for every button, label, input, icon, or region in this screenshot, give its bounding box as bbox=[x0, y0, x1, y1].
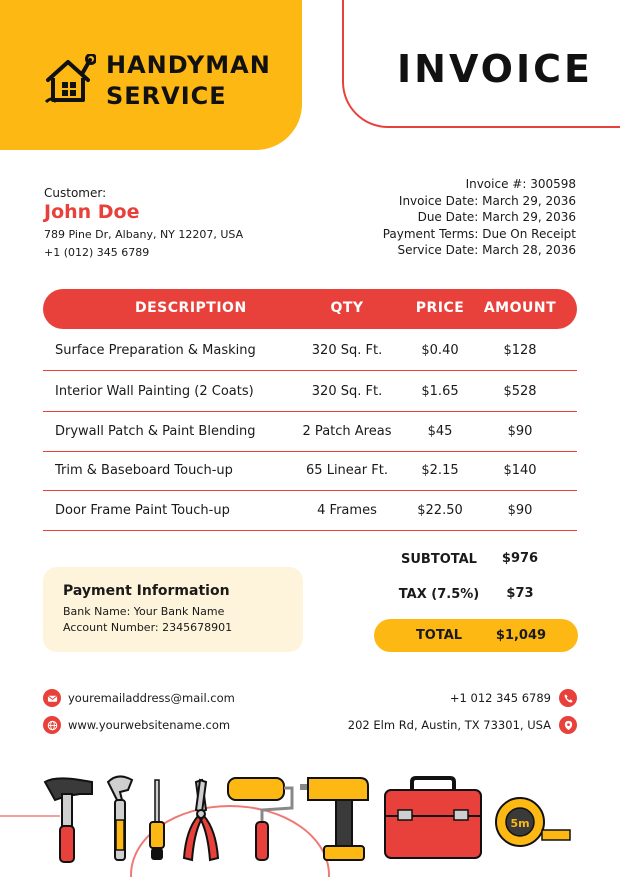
contact-address bbox=[348, 716, 577, 734]
row-amount: $90 bbox=[507, 424, 533, 439]
service-date: Service Date: March 28, 2036 bbox=[397, 243, 576, 257]
location-pin-icon bbox=[559, 716, 577, 734]
customer-block bbox=[44, 186, 243, 259]
payment-terms: Payment Terms: Due On Receipt bbox=[382, 226, 576, 241]
table-row bbox=[43, 331, 577, 371]
row-qty: 65 Linear Ft. bbox=[306, 463, 388, 478]
brand-name-line1: HANDYMAN bbox=[106, 51, 271, 79]
header-amount: AMOUNT bbox=[483, 300, 557, 316]
tax-label: TAX (7.5%) bbox=[398, 587, 480, 602]
total-label: TOTAL bbox=[415, 628, 463, 643]
brand-name-line2: SERVICE bbox=[106, 82, 227, 110]
row-price: $0.40 bbox=[421, 343, 459, 358]
tools-illustration bbox=[0, 770, 620, 870]
header-price: PRICE bbox=[415, 300, 465, 316]
contact-website[interactable] bbox=[43, 716, 230, 734]
page-title: INVOICE bbox=[397, 47, 593, 91]
address-text: 202 Elm Rd, Austin, TX 73301, USA bbox=[347, 718, 551, 732]
globe-icon bbox=[43, 716, 61, 734]
subtotal-label: SUBTOTAL bbox=[401, 552, 477, 567]
account-number: Account Number: 2345678901 bbox=[63, 621, 233, 634]
row-description: Surface Preparation & Masking bbox=[55, 343, 256, 358]
total-bar bbox=[374, 619, 578, 652]
invoice-date: Invoice Date: March 29, 2036 bbox=[398, 193, 576, 208]
row-amount: $140 bbox=[503, 463, 537, 478]
svg-text:5m: 5m bbox=[510, 817, 530, 830]
customer-name: John Doe bbox=[44, 201, 140, 223]
invoice-number: Invoice #: 300598 bbox=[465, 177, 576, 191]
email-text: youremailaddress@mail.com bbox=[68, 691, 235, 705]
house-wrench-icon bbox=[44, 54, 96, 108]
row-price: $45 bbox=[427, 424, 453, 439]
total-value: $1,049 bbox=[495, 628, 547, 643]
table-row bbox=[43, 372, 577, 412]
row-qty: 4 Frames bbox=[317, 503, 377, 518]
row-description: Interior Wall Painting (2 Coats) bbox=[55, 384, 254, 399]
table-row bbox=[43, 491, 577, 531]
header-description: DESCRIPTION bbox=[135, 300, 247, 316]
contact-email[interactable] bbox=[43, 689, 235, 707]
row-description: Trim & Baseboard Touch-up bbox=[55, 463, 233, 478]
customer-phone: +1 (012) 345 6789 bbox=[44, 246, 150, 259]
table-row bbox=[43, 451, 577, 491]
screwdriver-icon bbox=[150, 780, 164, 860]
row-price: $1.65 bbox=[421, 384, 459, 399]
row-amount: $528 bbox=[503, 384, 537, 399]
customer-label: Customer: bbox=[44, 186, 107, 200]
row-price: $22.50 bbox=[417, 503, 463, 518]
header-qty: QTY bbox=[330, 300, 364, 316]
row-qty: 320 Sq. Ft. bbox=[311, 343, 383, 358]
payment-info-box bbox=[43, 567, 303, 652]
row-amount: $128 bbox=[503, 343, 537, 358]
row-qty: 2 Patch Areas bbox=[302, 424, 392, 439]
email-icon bbox=[43, 689, 61, 707]
contact-phone[interactable] bbox=[450, 689, 577, 707]
drill-icon bbox=[300, 778, 368, 860]
wrench-icon bbox=[108, 776, 132, 860]
tape-measure-icon bbox=[496, 798, 570, 846]
row-qty: 320 Sq. Ft. bbox=[311, 384, 383, 399]
row-description: Drywall Patch & Paint Blending bbox=[55, 424, 256, 439]
phone-icon bbox=[559, 689, 577, 707]
row-price: $2.15 bbox=[421, 463, 459, 478]
row-amount: $90 bbox=[507, 503, 533, 518]
website-text: www.yourwebsitename.com bbox=[68, 718, 231, 732]
table-header bbox=[43, 289, 577, 329]
row-description: Door Frame Paint Touch-up bbox=[55, 503, 230, 518]
brand bbox=[44, 50, 271, 112]
hammer-icon bbox=[45, 778, 92, 862]
tax-value: $73 bbox=[506, 586, 534, 601]
toolbox-icon bbox=[385, 778, 481, 858]
customer-address: 789 Pine Dr, Albany, NY 12207, USA bbox=[44, 228, 244, 241]
pliers-icon bbox=[184, 780, 218, 860]
subtotal-value: $976 bbox=[501, 551, 539, 566]
table-row bbox=[43, 412, 577, 452]
paint-roller-icon bbox=[228, 778, 292, 860]
bank-name: Bank Name: Your Bank Name bbox=[63, 605, 225, 618]
invoice-meta bbox=[383, 176, 576, 259]
payment-title: Payment Information bbox=[63, 583, 230, 599]
phone-text: +1 012 345 6789 bbox=[449, 691, 551, 705]
due-date: Due Date: March 29, 2036 bbox=[417, 210, 576, 224]
